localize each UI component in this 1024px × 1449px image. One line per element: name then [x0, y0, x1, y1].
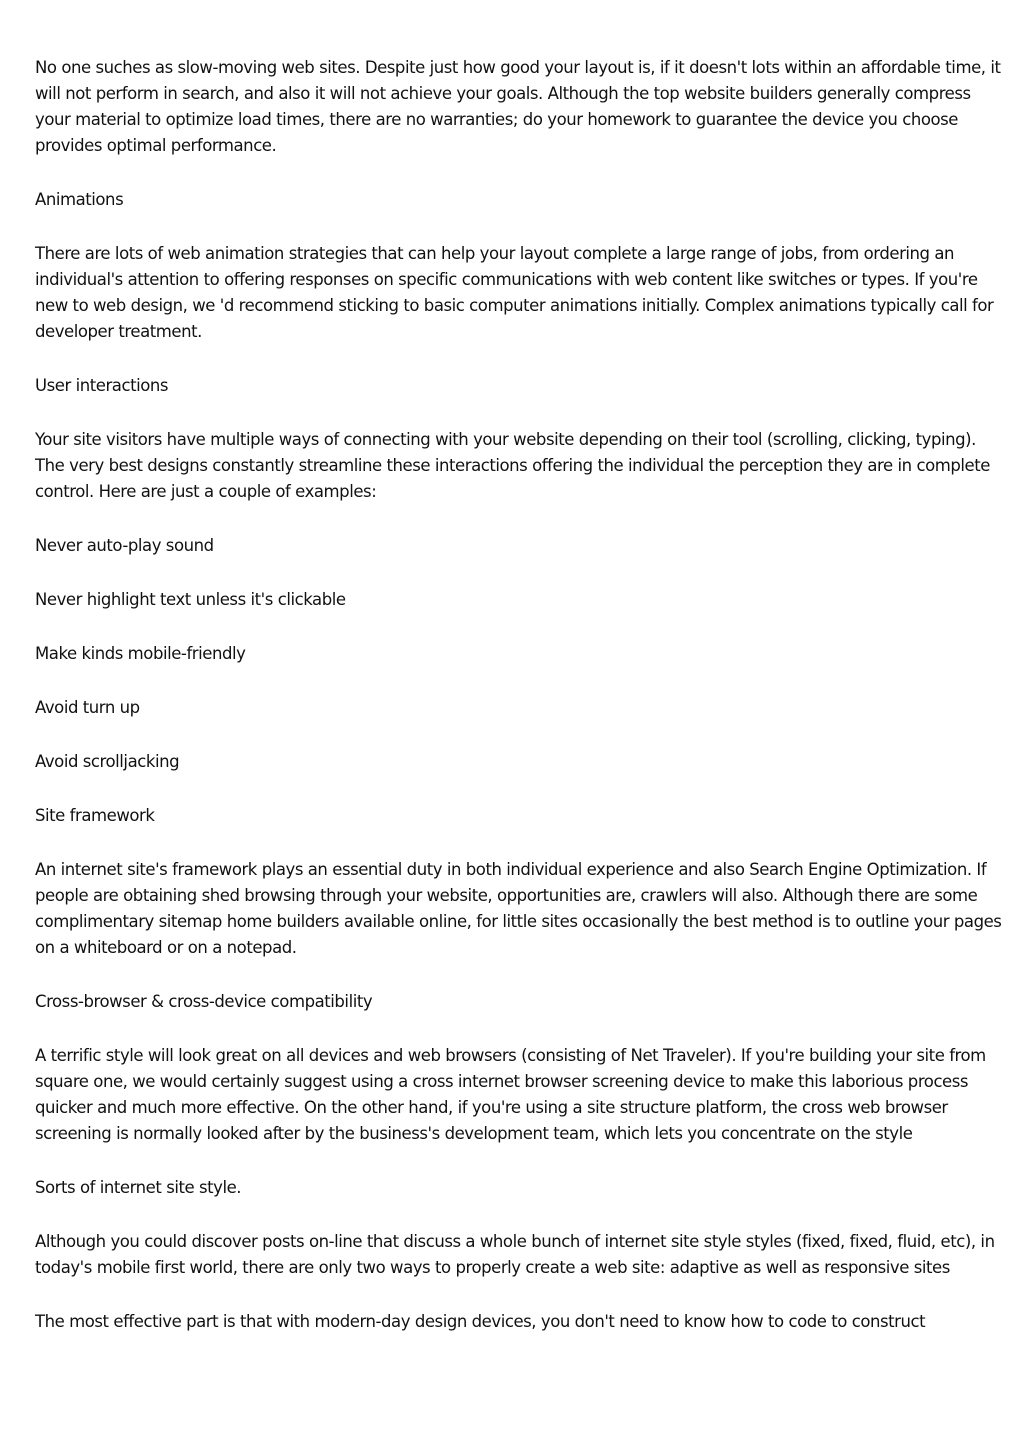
site-style-paragraph: Although you could discover posts on-line that discuss a whole bunch of internet site style styles (fixed, fixed, fluid, etc), in today's mobile first world, there are only two ways to properly create a web site: adaptive as well as responsive sites	[35, 1232, 995, 1277]
example-item: Never auto-play sound	[35, 536, 214, 555]
heading-site-framework: Site framework	[35, 806, 155, 825]
heading-compatibility: Cross-browser & cross-device compatibility	[35, 992, 373, 1011]
document-page	[35, 55, 1003, 1363]
example-item: Avoid scrolljacking	[35, 752, 180, 771]
site-framework-paragraph: An internet site's framework plays an essential duty in both individual experience and also Search Engine Optimization. If people are obtaining shed browsing through your website, opportunities are, crawlers will also. Although there are some complimentary sitemap home builders available online, for little sites occasionally the best method is to outline your pages on a whiteboard or on a notepad.	[35, 860, 1002, 957]
heading-animations: Animations	[35, 190, 124, 209]
user-interactions-paragraph: Your site visitors have multiple ways of connecting with your website depending on their tool (scrolling, clicking, typing). The very best designs constantly streamline these interactions offering the individual the perception they are in complete control. Here are just a couple of examples:	[35, 430, 990, 501]
example-item: Make kinds mobile-friendly	[35, 644, 246, 663]
animations-paragraph: There are lots of web animation strategies that can help your layout complete a large range of jobs, from ordering an individual's attention to offering responses on specific communications with web content like switches or types. If you're new to web design, we 'd recommend sticking to basic computer animations initially. Complex animations typically call for developer treatment.	[35, 244, 994, 341]
heading-site-style: Sorts of internet site style.	[35, 1178, 242, 1197]
example-item: Avoid turn up	[35, 698, 140, 717]
closing-paragraph: The most effective part is that with modern-day design devices, you don't need to know how to code to construct	[35, 1312, 926, 1331]
compatibility-paragraph: A terrific style will look great on all devices and web browsers (consisting of Net Traveler). If you're building your site from square one, we would certainly suggest using a cross internet browser screening device to make this laborious process quicker and much more effective. On the other hand, if you're using a site structure platform, the cross web browser screening is normally looked after by the business's development team, which lets you concentrate on the style	[35, 1046, 986, 1143]
intro-paragraph: No one suches as slow-moving web sites. Despite just how good your layout is, if it doesn't lots within an affordable time, it will not perform in search, and also it will not achieve your goals. Although the top website builders generally compress your material to optimize load times, there are no warranties; do your homework to guarantee the device you choose provides optimal performance.	[35, 58, 1001, 155]
heading-user-interactions: User interactions	[35, 376, 169, 395]
example-item: Never highlight text unless it's clickable	[35, 590, 346, 609]
